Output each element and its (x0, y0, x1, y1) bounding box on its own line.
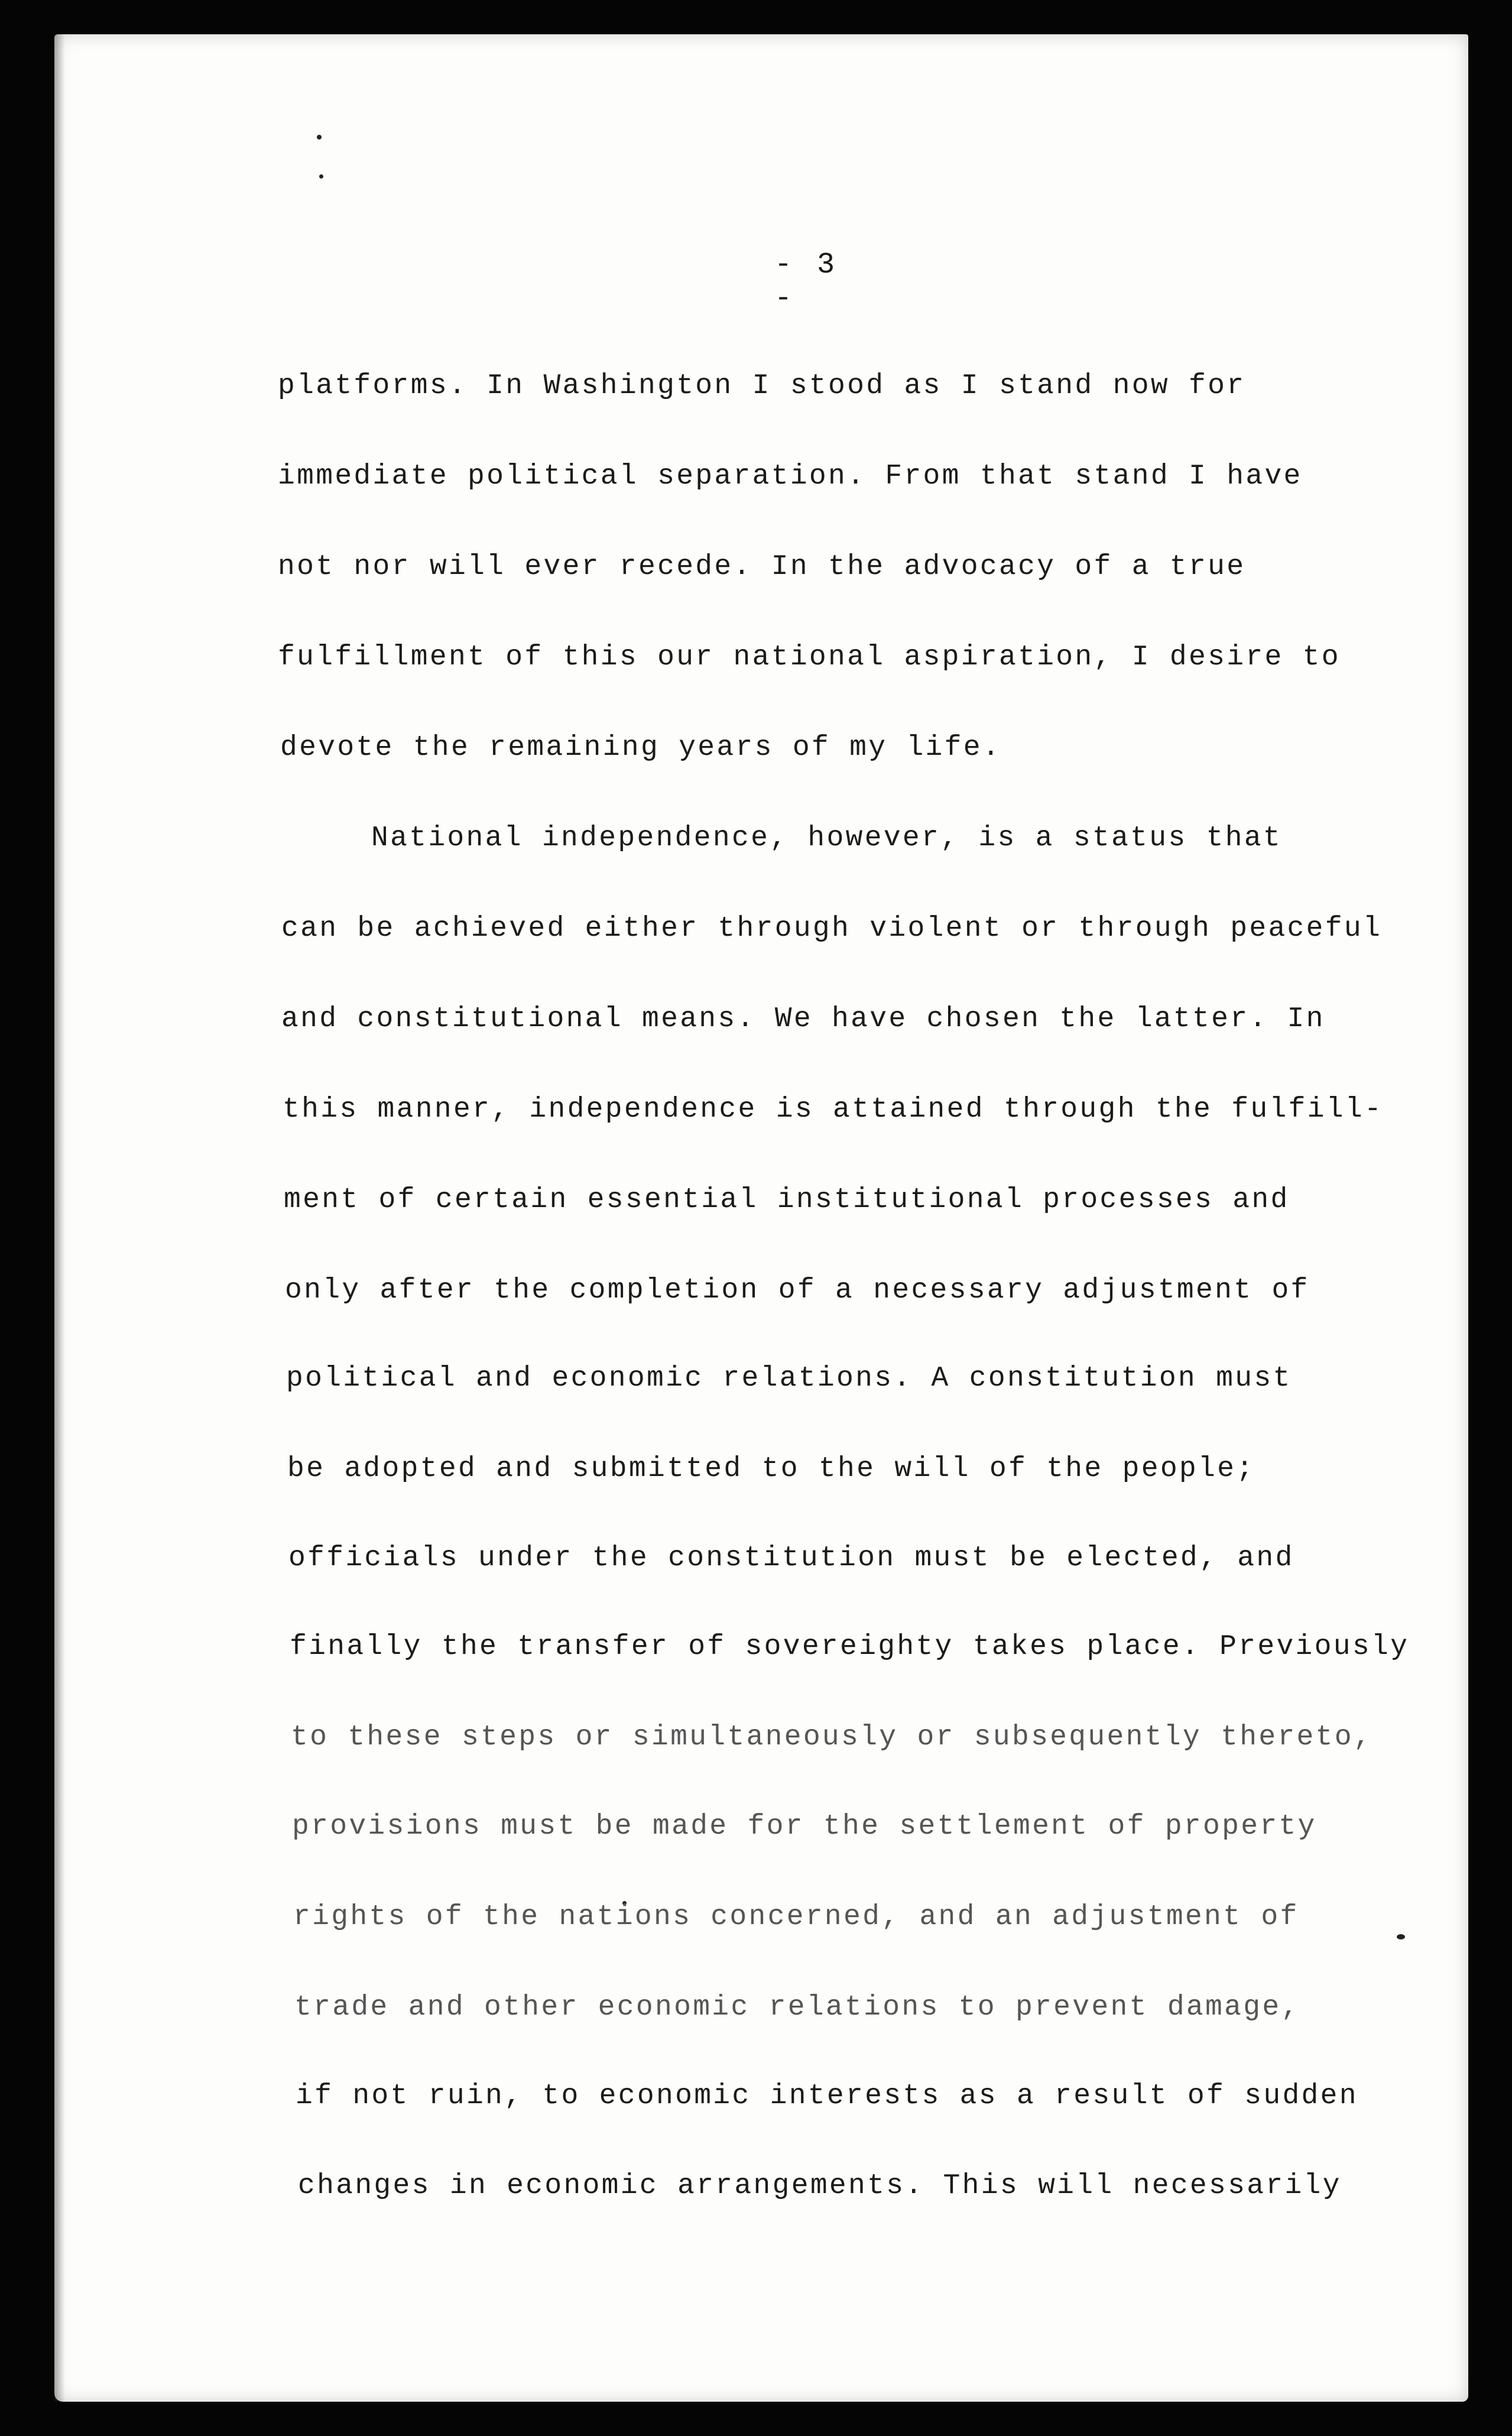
text-line: can be achieved either through violent or through peaceful (281, 913, 1383, 945)
ink-speck (1397, 1934, 1405, 1939)
text-line: platforms. In Washington I stood as I stand now for (278, 370, 1246, 402)
text-line: officials under the constitution must be elected, and (288, 1542, 1294, 1574)
text-line: immediate political separation. From that stand I have (278, 460, 1303, 492)
text-line: political and economic relations. A constitution must (286, 1363, 1292, 1394)
text-line: if not ruin, to economic interests as a result of sudden (296, 2080, 1358, 2112)
ink-speck (319, 174, 323, 179)
text-line: ment of certain essential institutional processes and (284, 1184, 1290, 1216)
text-line: finally the transfer of sovereighty takes place. Previously (290, 1631, 1410, 1663)
ink-speck (317, 135, 322, 140)
text-line: to these steps or simultaneously or subsequently thereto, (291, 1721, 1373, 1753)
text-line: fulfillment of this our national aspiration, I desire to (278, 641, 1341, 673)
text-line: be adopted and submitted to the will of the people; (287, 1453, 1255, 1485)
text-line: this manner, independence is attained through the fulfill- (283, 1094, 1384, 1125)
text-line: National independence, however, is a status that (371, 822, 1283, 854)
paper-edge-shadow (54, 34, 65, 2402)
text-line: not nor will ever recede. In the advocacy of a true (278, 551, 1246, 583)
page-number: - 3 - (774, 248, 839, 316)
text-line: changes in economic arrangements. This will necessarily (298, 2170, 1342, 2202)
text-line: provisions must be made for the settlement of property (292, 1811, 1317, 1843)
text-line: and constitutional means. We have chosen the latter. In (281, 1003, 1325, 1035)
text-line: rights of the nations concerned, and an adjustment of (293, 1901, 1299, 1933)
text-line: trade and other economic relations to prevent damage, (294, 1991, 1300, 2023)
text-line: only after the completion of a necessary adjustment of (285, 1274, 1310, 1306)
text-line: devote the remaining years of my life. (280, 732, 1001, 764)
